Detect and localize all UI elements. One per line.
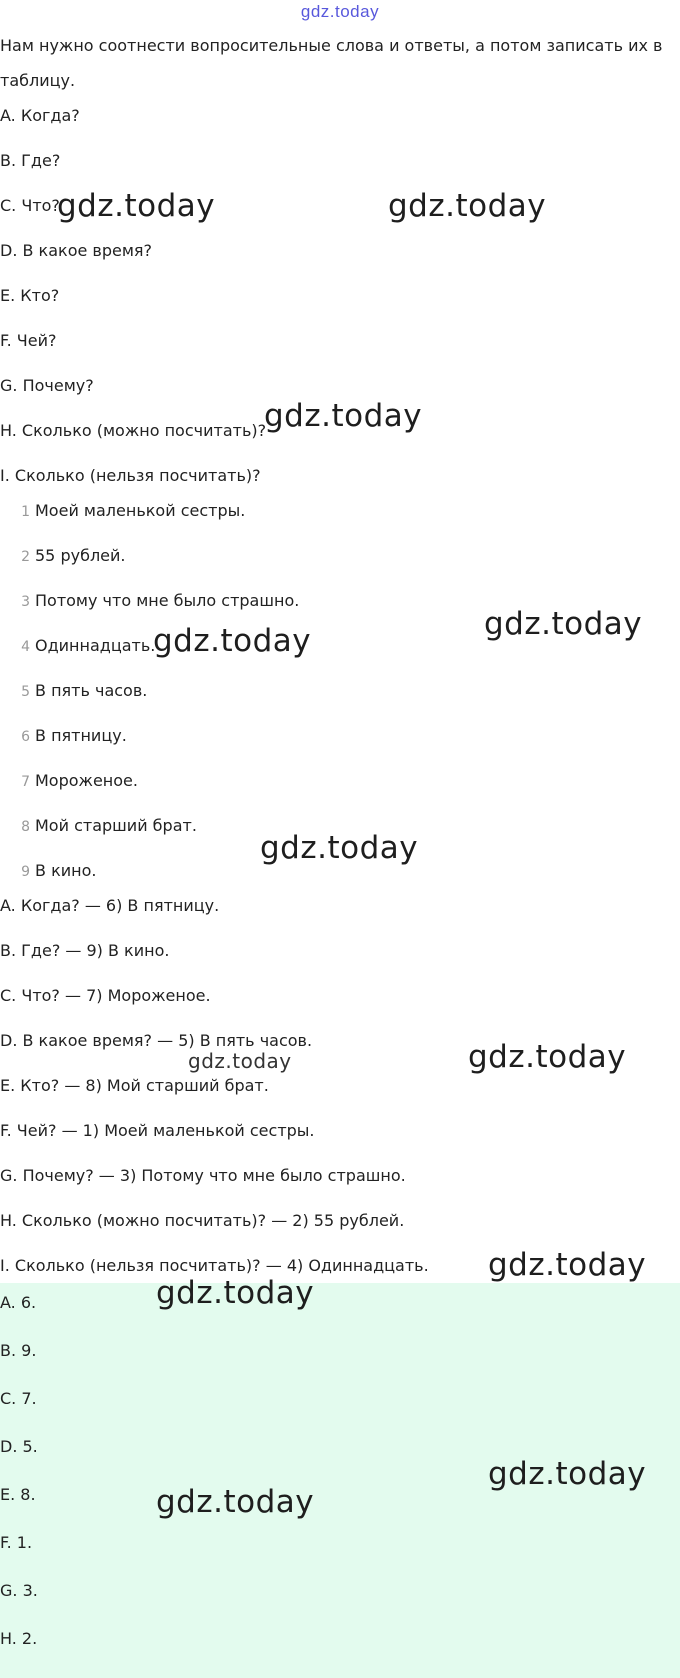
watermark-text: gdz.today bbox=[468, 1039, 627, 1075]
final-answer-box bbox=[0, 1283, 680, 1678]
question-g: G. Почему? bbox=[0, 376, 94, 395]
answer-number: 6 bbox=[21, 729, 30, 745]
match-b: B. Где? — 9) В кино. bbox=[0, 941, 170, 960]
final-answer-f: F. 1. bbox=[0, 1533, 33, 1552]
answer-number: 4 bbox=[21, 639, 30, 655]
final-answer-b: B. 9. bbox=[0, 1341, 37, 1360]
final-answer-c: C. 7. bbox=[0, 1389, 37, 1408]
answer-number: 9 bbox=[21, 864, 30, 880]
match-a: A. Когда? — 6) В пятницу. bbox=[0, 896, 220, 915]
watermark-text: gdz.today bbox=[57, 188, 216, 224]
match-i: I. Сколько (нельзя посчитать)? — 4) Одиннадцать. bbox=[0, 1256, 429, 1275]
question-d: D. В какое время? bbox=[0, 241, 153, 260]
watermark-text: gdz.today bbox=[484, 606, 643, 642]
match-d: D. В какое время? — 5) В пять часов. bbox=[0, 1031, 313, 1050]
question-i: I. Сколько (нельзя посчитать)? bbox=[0, 466, 261, 485]
question-b: B. Где? bbox=[0, 151, 61, 170]
final-answer-a: A. 6. bbox=[0, 1293, 37, 1312]
watermark-text: gdz.today bbox=[388, 188, 547, 224]
answer-number: 3 bbox=[21, 594, 30, 610]
match-c: C. Что? — 7) Мороженое. bbox=[0, 986, 211, 1005]
answer-number: 5 bbox=[21, 684, 30, 700]
answer-item bbox=[0, 680, 147, 703]
answer-text: 55 рублей. bbox=[35, 546, 126, 565]
answer-item bbox=[0, 500, 245, 523]
answer-text: Одиннадцать. bbox=[35, 636, 156, 655]
watermark-text: gdz.today bbox=[260, 830, 419, 866]
answer-item bbox=[0, 725, 127, 748]
answer-item bbox=[0, 815, 197, 838]
match-h: H. Сколько (можно посчитать)? — 2) 55 рублей. bbox=[0, 1211, 405, 1230]
watermark-text: gdz.today bbox=[156, 1275, 315, 1311]
question-h: H. Сколько (можно посчитать)? bbox=[0, 421, 267, 440]
match-g: G. Почему? — 3) Потому что мне было страшно. bbox=[0, 1166, 406, 1185]
answer-item bbox=[0, 770, 138, 793]
answer-item bbox=[0, 590, 299, 613]
answer-text: Потому что мне было страшно. bbox=[35, 591, 300, 610]
answer-text: Моей маленькой сестры. bbox=[35, 501, 246, 520]
answer-number: 8 bbox=[21, 819, 30, 835]
watermark-text: gdz.today bbox=[156, 1484, 315, 1520]
question-f: F. Чей? bbox=[0, 331, 57, 350]
watermark-text: gdz.today bbox=[264, 398, 423, 434]
final-answer-h: H. 2. bbox=[0, 1629, 38, 1648]
watermark-text: gdz.today bbox=[188, 1049, 292, 1073]
final-answer-e: E. 8. bbox=[0, 1485, 36, 1504]
answer-item bbox=[0, 545, 126, 568]
question-c: C. Что? bbox=[0, 196, 60, 215]
final-answer-g: G. 3. bbox=[0, 1581, 38, 1600]
question-a: A. Когда? bbox=[0, 106, 80, 125]
answer-number: 2 bbox=[21, 549, 30, 565]
match-f: F. Чей? — 1) Моей маленькой сестры. bbox=[0, 1121, 315, 1140]
answer-text: В пять часов. bbox=[35, 681, 148, 700]
answer-text: В пятницу. bbox=[35, 726, 127, 745]
match-e: E. Кто? — 8) Мой старший брат. bbox=[0, 1076, 269, 1095]
site-logo-header[interactable]: gdz.today bbox=[300, 2, 380, 21]
watermark-text: gdz.today bbox=[488, 1247, 647, 1283]
answer-number: 7 bbox=[21, 774, 30, 790]
answer-number: 1 bbox=[21, 504, 30, 520]
answer-text: Мороженое. bbox=[35, 771, 138, 790]
answer-item bbox=[0, 860, 96, 883]
answer-item bbox=[0, 635, 155, 658]
watermark-text: gdz.today bbox=[488, 1456, 647, 1492]
answer-text: Мой старший брат. bbox=[35, 816, 197, 835]
final-answer-d: D. 5. bbox=[0, 1437, 38, 1456]
question-e: E. Кто? bbox=[0, 286, 60, 305]
answer-text: В кино. bbox=[35, 861, 97, 880]
task-intro: Нам нужно соотнести вопросительные слова и ответы, а потом записать их в таблицу. bbox=[0, 36, 663, 90]
watermark-text: gdz.today bbox=[153, 623, 312, 659]
